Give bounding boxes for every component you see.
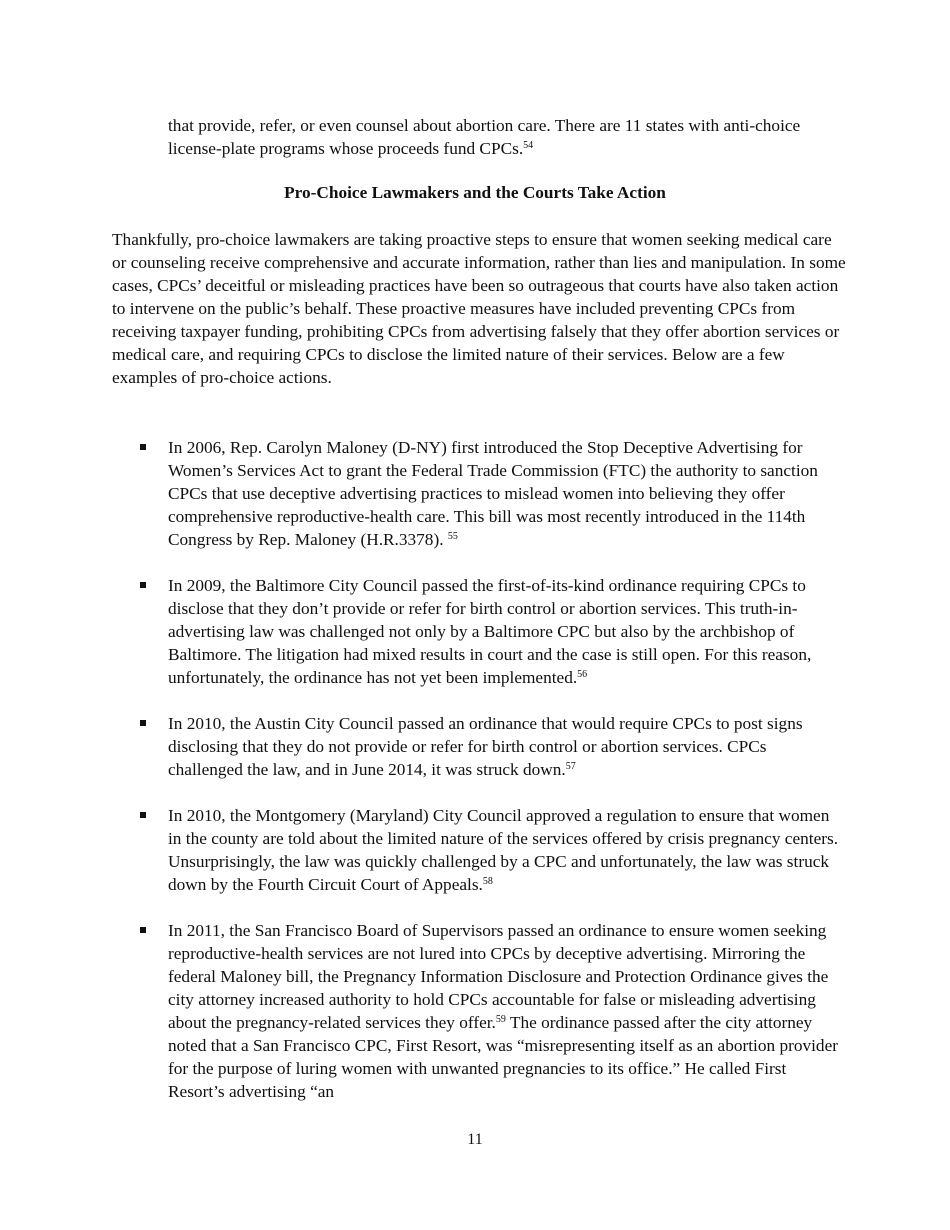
list-item-text: In 2011, the San Francisco Board of Supervisors passed an ordinance to ensure women seeking reproductive-health services are not lured into CPCs by deceptive advertising. Mirroring the federal Maloney bill, the Pregnancy Information Disclosure and Protection Ordinance gives the city attorney increased authority to hold CPCs accountable for false or misleading advertising about the pregnancy-related services they offer.$^{59}$ The ordinance passed after the city attorney noted that a San Francisco CPC, First Resort, was “misrepresenting itself as an abortion provider for the purpose of luring women with unwanted pregnancies to its office.” He called First Resort’s advertising “an (168, 921, 839, 1101)
bullet-marker (140, 720, 146, 726)
list-item-text: In 2010, the Montgomery (Maryland) City Council approved a regulation to ensure that women in the county are told about the limited nature of the services offered by crisis pregnancy centers. Unsurprisingly, the law was quickly challenged by a CPC and unfortunately, the law was struck down by the Fourth Circuit Court of Appeals.$^{58}$ (168, 806, 839, 894)
footnote-ref-56[interactable]: 56 (577, 669, 588, 680)
bullet-marker (140, 444, 146, 450)
list-item-text: In 2006, Rep. Carolyn Maloney (D-NY) first introduced the Stop Deceptive Advertising for Women’s Services Act to grant the Federal Trade Commission (FTC) the authority to sanction CPCs that use deceptive advertising practices to mislead women into believing they offer comprehensive reproductive-health care. This bill was most recently introduced in the 114th Congress by Rep. Maloney (H.R.3378). $^{55}$ (168, 438, 818, 549)
continuation-text: that provide, refer, or even counsel about abortion care. There are 11 states with anti-choice license-plate programs whose proceeds fund CPCs. (168, 116, 801, 158)
page-number: 11 (467, 1131, 483, 1148)
bullet-marker (140, 927, 146, 933)
list-item-text: In 2009, the Baltimore City Council passed the first-of-its-kind ordinance requiring CPCs to disclose that they don’t provide or refer for birth control or abortion services. This truth-in-advertising law was challenged not only by a Baltimore CPC but also by the archbishop of Baltimore. The litigation had mixed results in court and the case is still open. For this reason, unfortunately, the ordinance has not yet been implemented.$^{56}$ (168, 576, 812, 687)
footnote-ref-55[interactable]: 55 (447, 531, 458, 542)
footnote-ref-58[interactable]: 58 (482, 876, 493, 887)
list-item-text: In 2010, the Austin City Council passed an ordinance that would require CPCs to post signs disclosing that they do not provide or refer for birth control or abortion services. CPCs challenged the law, and in June 2014, it was struck down.$^{57}$ (168, 714, 803, 779)
bullet-marker (140, 812, 146, 818)
section-heading: Pro-Choice Lawmakers and the Courts Take Action (284, 183, 666, 202)
footnote-ref-57[interactable]: 57 (565, 761, 576, 772)
footnote-ref-54[interactable]: 54 (523, 140, 534, 151)
continuation-paragraph (168, 114, 848, 160)
footnote-ref-59[interactable]: 59 (495, 1014, 506, 1025)
intro-paragraph: Thankfully, pro-choice lawmakers are taking proactive steps to ensure that women seeking medical care or counseling receive comprehensive and accurate information, rather than lies and manipulation. In some cases, CPCs’ deceitful or misleading practices have been so outrageous that courts have also taken action to intervene on the public’s behalf. These proactive measures have included preventing CPCs from receiving taxpayer funding, prohibiting CPCs from advertising falsely that they offer abortion services or medical care, and requiring CPCs to disclose the limited nature of their services. Below are a few examples of pro-choice actions. (112, 230, 846, 387)
bullet-marker (140, 582, 146, 588)
